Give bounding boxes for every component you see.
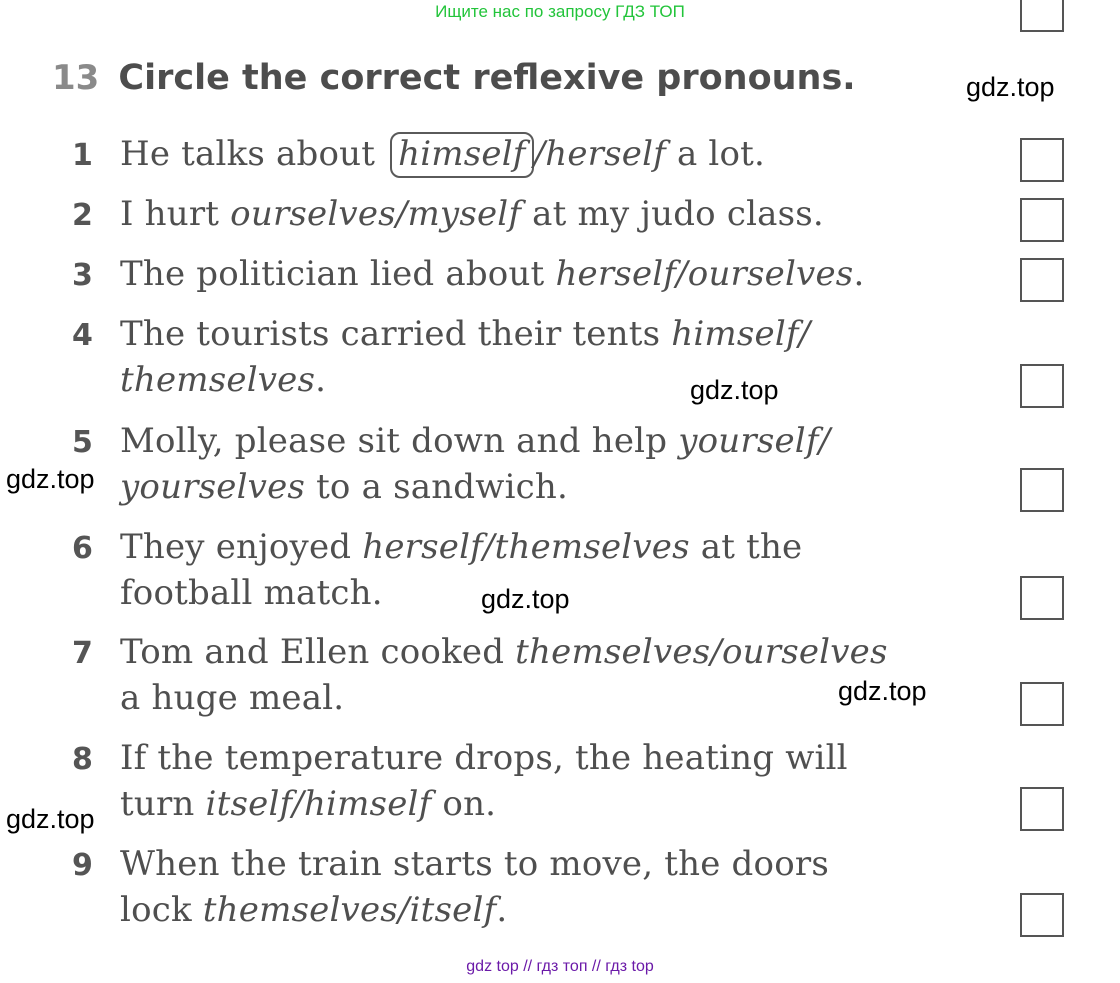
item-text-line-1: The tourists carried their tents himself/: [120, 314, 811, 354]
item-text-line-1: Tom and Ellen cooked themselves/ourselves: [120, 632, 888, 672]
item-text-line-2: a huge meal.: [120, 678, 345, 718]
item-text-line-2: football match.: [120, 573, 383, 613]
item-number: 1: [72, 138, 93, 173]
watermark: gdz.top: [6, 804, 95, 834]
bottom-links[interactable]: gdz top // гдз топ // гдз top: [466, 958, 654, 975]
watermark: gdz.top: [481, 584, 570, 614]
answer-checkbox-2[interactable]: [1020, 198, 1064, 242]
exercise-number: 13: [52, 58, 100, 98]
item-number: 7: [72, 636, 93, 671]
item-number: 9: [72, 848, 93, 883]
item-text-line-1: If the temperature drops, the heating will: [120, 738, 848, 778]
item-text: The politician lied about herself/ourselves.: [120, 254, 865, 294]
answer-checkbox-5[interactable]: [1020, 468, 1064, 512]
answer-checkbox-1[interactable]: [1020, 138, 1064, 182]
item-number: 6: [72, 531, 93, 566]
item-number: 4: [72, 318, 93, 353]
item-text-line-2: yourselves to a sandwich.: [120, 467, 568, 507]
item-number: 8: [72, 742, 93, 777]
exercise-heading: [52, 58, 856, 98]
item-text-line-1: Molly, please sit down and help yourself/: [120, 421, 831, 461]
answer-checkbox-9[interactable]: [1020, 893, 1064, 937]
answer-checkbox-4[interactable]: [1020, 364, 1064, 408]
watermark: gdz.top: [838, 676, 927, 706]
item-text: I hurt ourselves/myself at my judo class.: [120, 194, 824, 234]
item-text-line-2: themselves.: [120, 360, 327, 400]
watermark: gdz.top: [6, 464, 95, 494]
item-text-line-1: When the train starts to move, the doors: [120, 844, 829, 884]
watermark: gdz.top: [690, 375, 779, 405]
exercise-instruction: Circle the correct reflexive pronouns.: [118, 58, 856, 98]
answer-checkbox-8[interactable]: [1020, 787, 1064, 831]
item-number: 3: [72, 258, 93, 293]
item-text-line-2: turn itself/himself on.: [120, 784, 497, 824]
top-search-link[interactable]: Ищите нас по запросу ГДЗ ТОП: [435, 2, 685, 21]
watermark: gdz.top: [966, 72, 1055, 102]
circled-answer[interactable]: himself: [390, 132, 533, 178]
answer-checkbox-6[interactable]: [1020, 576, 1064, 620]
item-number: 5: [72, 425, 93, 460]
answer-checkbox-7[interactable]: [1020, 682, 1064, 726]
item-number: 2: [72, 198, 93, 233]
item-text-line-2: lock themselves/itself.: [120, 890, 508, 930]
item-text: He talks about himself /herself a lot.: [120, 134, 765, 174]
answer-checkbox-prev[interactable]: [1020, 0, 1064, 32]
item-text-line-1: They enjoyed herself/themselves at the: [120, 527, 803, 567]
answer-checkbox-3[interactable]: [1020, 258, 1064, 302]
